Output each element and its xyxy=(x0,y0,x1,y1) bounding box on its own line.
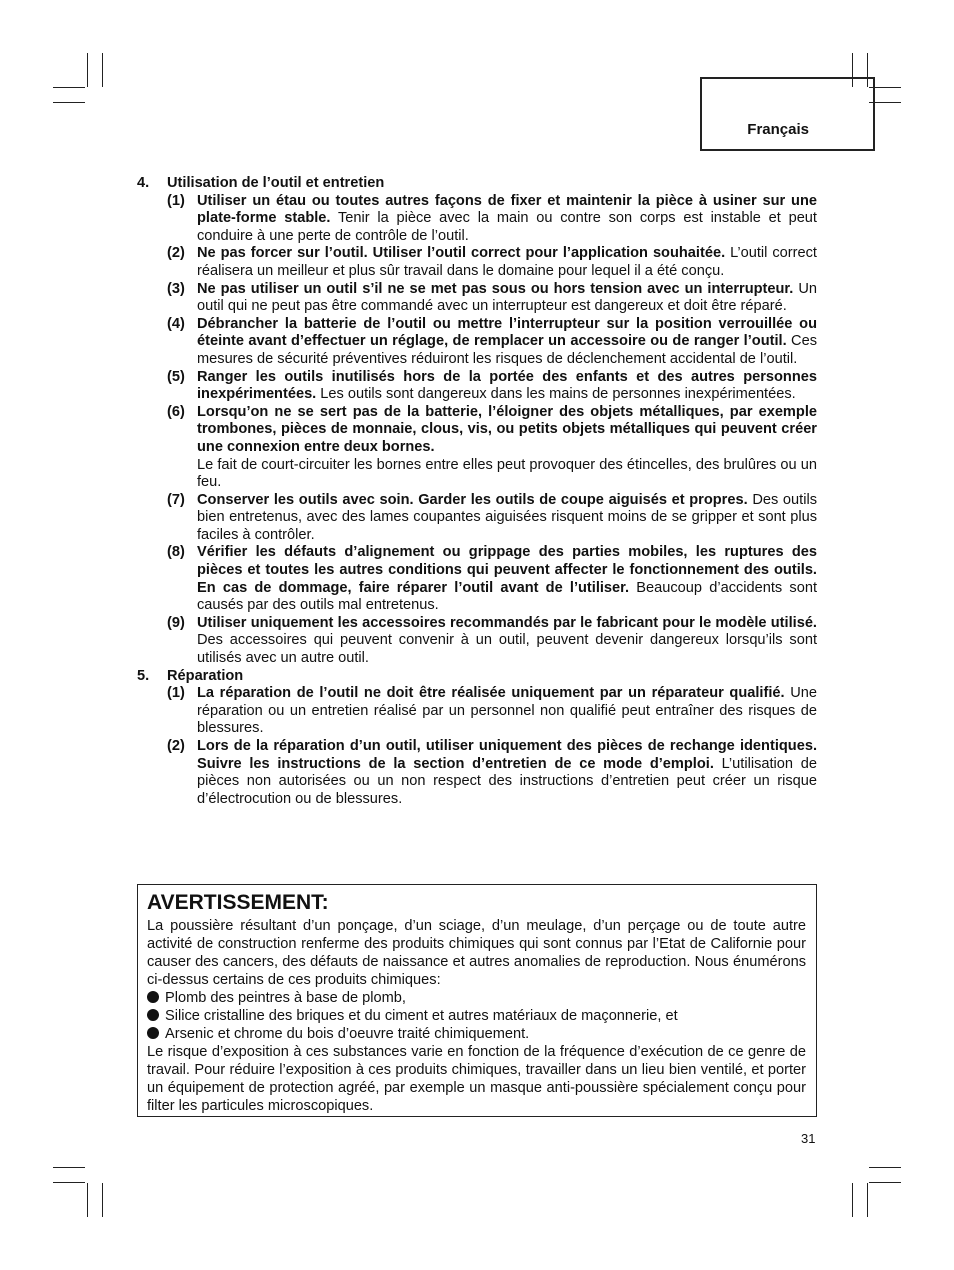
item-emphasis: Vérifier les défauts d’alignement ou grippage des parties mobiles, les ruptures des pièces et toutes les autres conditions qui peuvent affecter le fonctionnement des outils. En cas de dommage, faire réparer l’outil avant de l’utiliser. xyxy=(197,544,817,596)
item-number: (9) xyxy=(167,614,185,631)
list-item xyxy=(167,544,817,614)
item-body: Tenir la pièce avec la main ou contre son corps est instable et peut conduire à une perte de contrôle de l’outil. xyxy=(197,210,817,244)
item-text xyxy=(197,685,817,738)
item-text xyxy=(197,369,817,404)
item-text xyxy=(197,738,817,808)
crop-mark xyxy=(53,102,85,103)
item-body: L’utilisation de pièces non autorisées ou un non respect des instructions d’entretien peut créer un risque d’électrocution ou de blessures. xyxy=(197,755,817,807)
item-body: Des accessoires qui peuvent convenir à un outil, peuvent devenir dangereux lorsqu’ils sont utilisés avec un autre outil. xyxy=(197,632,817,667)
language-label: Français xyxy=(747,121,809,138)
section-number: 5. xyxy=(137,667,150,684)
crop-mark xyxy=(869,1167,901,1168)
item-emphasis: Utiliser uniquement les accessoires recommandés par le fabricant pour le modèle utilisé. xyxy=(197,614,817,631)
list-item xyxy=(167,738,817,808)
item-text xyxy=(197,404,817,492)
item-body: Une réparation ou un entretien réalisé par un personnel non qualifié peut entraîner des risques de blessures. xyxy=(197,685,817,737)
item-text xyxy=(197,193,817,246)
item-emphasis: Ne pas forcer sur l’outil. Utiliser l’outil correct pour l’application souhaitée. xyxy=(197,245,726,262)
item-emphasis: Lors de la réparation d’un outil, utiliser uniquement des pièces de rechange identiques. Suivre les instructions de la section d’entretien de ce mode d’emploi. xyxy=(197,738,817,772)
bullet-icon xyxy=(147,991,159,1003)
item-number: (1) xyxy=(167,192,185,209)
warning-intro: La poussière résultant d’un ponçage, d’un sciage, d’un meulage, d’un perçage ou de toute autre activité de construction renferme des produits chimiques qui sont connus par l’Etat de Californie pour causer des cancers, des défauts de naissance et autres anomalies de reproduction. Nous énumérons ci-dessus certains de ces produits chimiques: xyxy=(147,918,806,988)
instructions-body xyxy=(137,175,817,808)
crop-mark xyxy=(867,1183,868,1217)
crop-mark xyxy=(87,1183,88,1217)
section-title: Réparation xyxy=(167,667,244,684)
list-item xyxy=(167,404,817,492)
list-item xyxy=(167,193,817,246)
language-tab xyxy=(700,77,875,151)
item-body: Beaucoup d’accidents sont causés par des outils mal entretenus. xyxy=(197,579,817,614)
item-emphasis: Ne pas utiliser un outil s’il ne se met pas sous ou hors tension avec un interrupteur. xyxy=(197,280,794,297)
crop-mark xyxy=(53,87,85,88)
crop-mark xyxy=(869,1182,901,1183)
warning-bullet-item xyxy=(147,1025,806,1043)
section-title: Utilisation de l’outil et entretien xyxy=(167,175,385,191)
item-number: (1) xyxy=(167,685,185,702)
item-body: L’outil correct réalisera un meilleur et plus sûr travail dans le domaine pour lequel il a été conçu. xyxy=(197,245,817,279)
section-number: 4. xyxy=(137,175,150,191)
warning-outro: Le risque d’exposition à ces substances varie en fonction de la fréquence d’exécution de ce genre de travail. Pour réduire l’exposition à ces produits chimiques, travailler dans un lieu bien ventilé, et porter un équipement de protection agréé, par exemple un masque anti-poussière spécialement conçu pour filter les particules microscopiques. xyxy=(147,1044,806,1114)
item-body: Un outil qui ne peut pas être commandé avec un interrupteur est dangereux et doit être réparé. xyxy=(197,280,818,315)
item-number: (8) xyxy=(167,544,185,561)
warning-bullet-item xyxy=(147,1007,806,1025)
item-number: (5) xyxy=(167,368,185,385)
list-item xyxy=(167,245,817,280)
crop-mark xyxy=(87,53,88,87)
item-text xyxy=(197,492,817,545)
item-emphasis: Conserver les outils avec soin. Garder les outils de coupe aiguisés et propres. xyxy=(197,491,748,508)
warning-bullet-text: Arsenic et chrome du bois d’oeuvre traité chimiquement. xyxy=(165,1026,530,1042)
item-number: (7) xyxy=(167,491,185,508)
item-text xyxy=(197,316,817,369)
warning-box xyxy=(137,884,817,1117)
item-number: (2) xyxy=(167,245,185,262)
item-number: (4) xyxy=(167,315,185,332)
item-text xyxy=(197,544,817,614)
item-text xyxy=(197,245,817,280)
warning-bullet-list xyxy=(147,989,806,1043)
page-number: 31 xyxy=(801,1131,816,1146)
item-emphasis: Débrancher la batterie de l’outil ou mettre l’interrupteur sur la position verrouillée ou éteinte avant d’effectuer un réglage, de remplacer un accessoire ou de ranger l’outil. xyxy=(197,315,817,350)
item-body: Des outils bien entretenus, avec des lames coupantes aiguisées risquent moins de se gripper et sont plus faciles à contrôler. xyxy=(197,491,817,543)
item-emphasis: Ranger les outils inutilisés hors de la portée des enfants et des autres personnes inexpérimentées. xyxy=(197,368,817,403)
item-body: Ces mesures de sécurité préventives réduiront les risques de déclenchement accidental de l’outil. xyxy=(197,333,817,367)
warning-title: AVERTISSEMENT: xyxy=(147,891,329,914)
list-item xyxy=(167,316,817,369)
warning-bullet-text: Silice cristalline des briques et du ciment et autres matériaux de maçonnerie, et xyxy=(165,1008,678,1024)
bullet-icon xyxy=(147,1009,159,1021)
section-heading xyxy=(137,668,817,686)
crop-mark xyxy=(102,1183,103,1217)
crop-mark xyxy=(102,53,103,87)
bullet-icon xyxy=(147,1027,159,1039)
item-number: (2) xyxy=(167,738,185,754)
item-emphasis: Utiliser un étau ou toutes autres façons de fixer et maintenir la pièce à usiner sur une plate-forme stable. xyxy=(197,192,817,227)
item-text xyxy=(197,615,817,668)
item-emphasis: Lorsqu’on ne se sert pas de la batterie, l’éloigner des objets métalliques, par exemple trombones, pièces de monnaie, clous, vis, ou petits objets métalliques qui peuvent créer une connexion entre deux bornes. xyxy=(197,403,817,455)
item-emphasis: La réparation de l’outil ne doit être réalisée uniquement par un réparateur qualifié. xyxy=(197,685,785,702)
item-body: Les outils sont dangereux dans les mains de personnes inexpérimentées. xyxy=(316,386,796,403)
crop-mark xyxy=(53,1167,85,1168)
item-text xyxy=(197,281,817,316)
section-heading xyxy=(137,175,817,193)
list-item xyxy=(167,685,817,738)
section-items xyxy=(137,193,817,668)
item-number: (3) xyxy=(167,280,185,297)
list-item xyxy=(167,615,817,668)
list-item xyxy=(167,492,817,545)
warning-bullet-text: Plomb des peintres à base de plomb, xyxy=(165,990,406,1006)
list-item xyxy=(167,369,817,404)
warning-bullet-item xyxy=(147,989,806,1007)
item-number: (6) xyxy=(167,403,185,420)
crop-mark xyxy=(53,1182,85,1183)
crop-mark xyxy=(852,1183,853,1217)
list-item xyxy=(167,281,817,316)
item-body: Le fait de court-circuiter les bornes entre elles peut provoquer des étincelles, des brulûres ou un feu. xyxy=(197,456,817,491)
section-items xyxy=(137,685,817,808)
